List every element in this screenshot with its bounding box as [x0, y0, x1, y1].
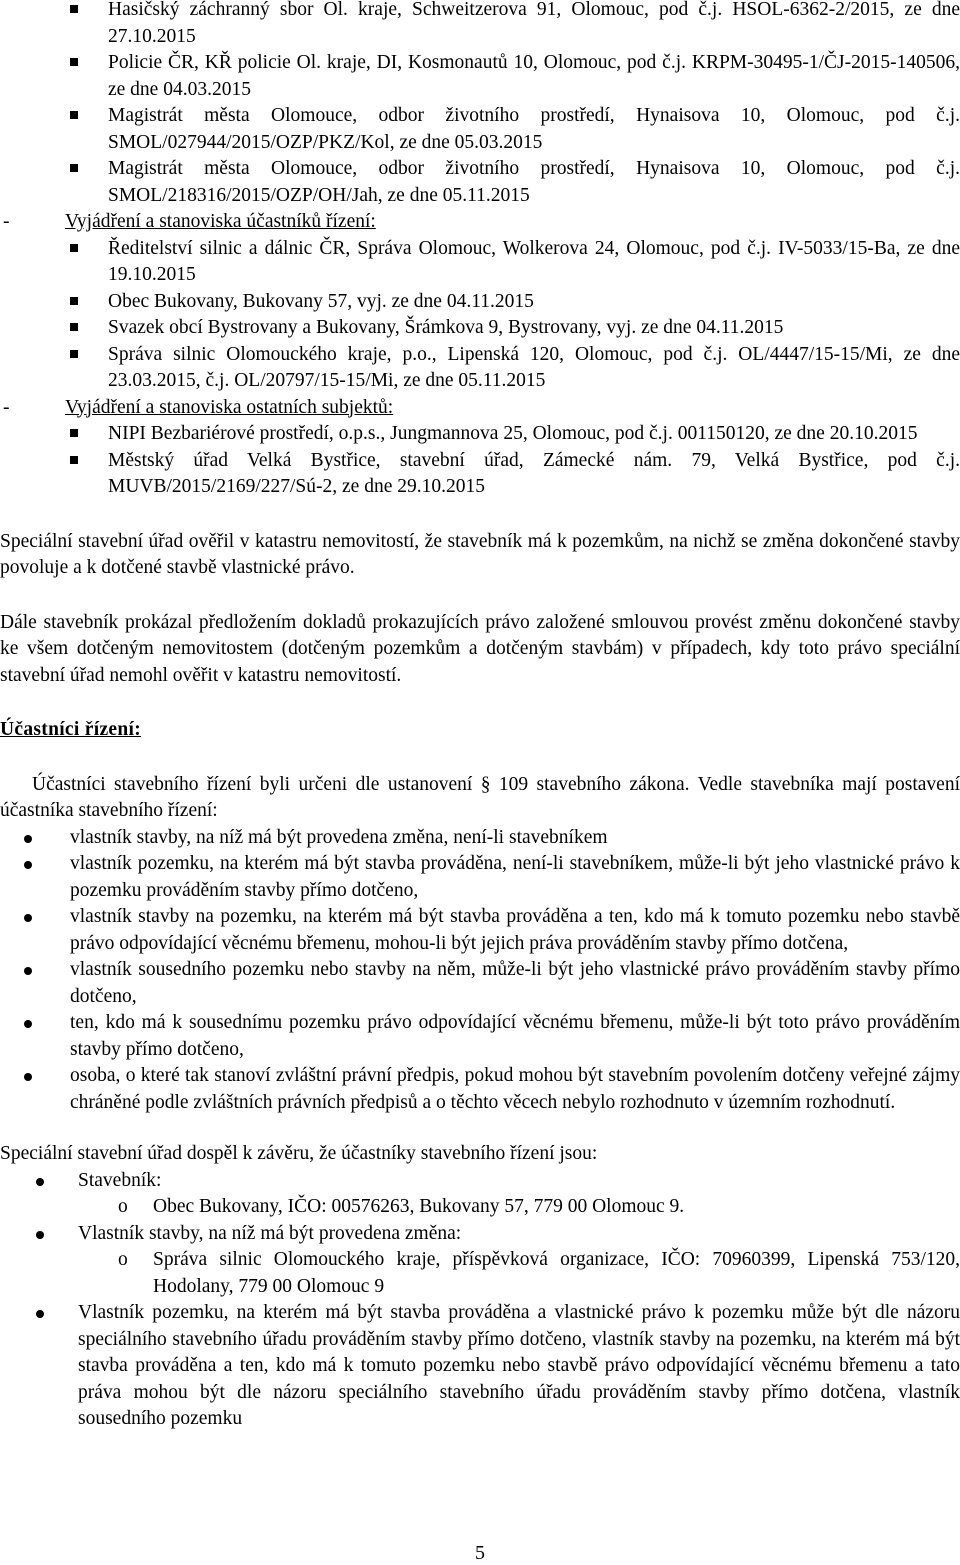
paragraph-participants-intro: Účastníci stavebního řízení byli určeni dle ustanovení § 109 stavebního zákona. Vedle stavebníka mají postavení účastníka stavebního řízení:: [0, 773, 960, 821]
list-item: Magistrát města Olomouce, odbor životního prostředí, Hynaisova 10, Olomouc, pod č.j. SMOL/218316/2015/OZP/OH/Jah, ze dne 05.11.2015: [0, 156, 960, 209]
conclusion-intro: Speciální stavební úřad dospěl k závěru, že účastníky stavebního řízení jsou:: [0, 1143, 598, 1164]
square-bullet-icon: [70, 323, 78, 331]
participants-heading: Účastníci řízení:: [0, 719, 142, 740]
list-item: vlastník stavby, na níž má být provedena změna, není-li stavebníkem: [0, 825, 960, 852]
circle-bullet-icon: o: [118, 1196, 128, 1217]
paragraph-cadastre: Speciální stavební úřad ověřil v katastru nemovitostí, že stavebník má k pozemkům, na nichž se změna dokončené stavby povoluje a k dotčené stavbě vlastnické právo.: [0, 530, 960, 578]
round-bullet-icon: [24, 967, 32, 975]
participant-types-list: [0, 825, 960, 1117]
section-heading-participants: Vyjádření a stanoviska účastníků řízení:: [65, 211, 376, 232]
square-bullet-icon: [70, 58, 78, 66]
paragraph-documents: Dále stavebník prokázal předložením dokladů prokazujících právo založené smlouvou provést změnu dokončené stavby ke všem dotčeným nemovitostem (dotčeným pozemkům a dotčeným stavbám) v případech, kdy toto právo speciální stavební úřad nemohl ověřit v katastru nemovitostí.: [0, 611, 960, 686]
participants-statements-list: [0, 236, 960, 395]
list-item: vlastník stavby na pozemku, na kterém má být stavba prováděna a ten, kdo má k tomuto pozemku nebo stavbě právo odpovídající věcnému břemenu, mohou-li být jejich práva prováděním stavby přímo dotčena,: [0, 904, 960, 957]
round-bullet-icon: [36, 1231, 44, 1239]
square-bullet-icon: [70, 164, 78, 172]
round-bullet-icon: [36, 1178, 44, 1186]
list-item: Ředitelství silnic a dálnic ČR, Správa Olomouc, Wolkerova 24, Olomouc, pod č.j. IV-5033/15-Ba, ze dne 19.10.2015: [0, 236, 960, 289]
list-item: NIPI Bezbariérové prostředí, o.p.s., Jungmannova 25, Olomouc, pod č.j. 001150120, ze dne 20.10.2015: [0, 421, 960, 448]
square-bullet-icon: [70, 456, 78, 464]
list-item: ten, kdo má k sousednímu pozemku právo odpovídající věcnému břemenu, může-li být toto právo prováděním stavby přímo dotčeno,: [0, 1010, 960, 1063]
square-bullet-icon: [70, 350, 78, 358]
sub-item-builder: o Obec Bukovany, IČO: 00576263, Bukovany 57, 779 00 Olomouc 9.: [0, 1194, 960, 1221]
round-bullet-icon: [36, 1310, 44, 1318]
conclusion-list: [0, 1168, 960, 1433]
list-item: Magistrát města Olomouce, odbor životního prostředí, Hynaisova 10, Olomouc, pod č.j. SMOL/027944/2015/OZP/PKZ/Kol, ze dne 05.03.2015: [0, 103, 960, 156]
list-item: Městský úřad Velká Bystřice, stavební úřad, Zámecké nám. 79, Velká Bystřice, pod č.j. MUVB/2015/2169/227/Sú-2, ze dne 29.10.2015: [0, 448, 960, 501]
list-item: Policie ČR, KŘ policie Ol. kraje, DI, Kosmonautů 10, Olomouc, pod č.j. KRPM-30495-1/ČJ-2015-140506, ze dne 04.03.2015: [0, 50, 960, 103]
round-bullet-icon: [24, 914, 32, 922]
list-item-builder: Stavebník:: [0, 1168, 960, 1195]
circle-bullet-icon: o: [118, 1249, 128, 1270]
section-heading-others: Vyjádření a stanoviska ostatních subjektů:: [65, 396, 394, 418]
others-statements-list: [0, 421, 960, 501]
round-bullet-icon: [24, 835, 32, 843]
list-item: osoba, o které tak stanoví zvláštní právní předpis, pokud mohou být stavebním povolením dotčeny veřejné zájmy chráněné podle zvláštních právních předpisů a o těchto věcech nebylo rozhodnuto v územním rozhodnutí.: [0, 1063, 960, 1116]
list-item: Svazek obcí Bystrovany a Bukovany, Šrámkova 9, Bystrovany, vyj. ze dne 04.11.2015: [0, 315, 960, 342]
round-bullet-icon: [24, 1020, 32, 1028]
list-item: Obec Bukovany, Bukovany 57, vyj. ze dne 04.11.2015: [0, 289, 960, 316]
list-item-owner: Vlastník stavby, na níž má být provedena změna:: [0, 1221, 960, 1248]
square-bullet-icon: [70, 297, 78, 305]
square-bullet-icon: [70, 111, 78, 119]
square-bullet-icon: [70, 244, 78, 252]
list-item: Hasičský záchranný sbor Ol. kraje, Schweitzerova 91, Olomouc, pod č.j. HSOL-6362-2/2015, ze dne 27.10.2015: [0, 0, 960, 50]
square-bullet-icon: [70, 5, 78, 13]
recipients-list: [0, 0, 960, 209]
square-bullet-icon: [70, 429, 78, 437]
page-number: 5: [475, 1542, 485, 1564]
round-bullet-icon: [24, 1073, 32, 1081]
sub-item-owner: o Správa silnic Olomouckého kraje, příspěvková organizace, IČO: 70960399, Lipenská 753/120, Hodolany, 779 00 Olomouc 9: [118, 1249, 960, 1297]
list-item: vlastník sousedního pozemku nebo stavby na něm, může-li být jeho vlastnické právo prováděním stavby přímo dotčeno,: [0, 957, 960, 1010]
list-item: Správa silnic Olomouckého kraje, p.o., Lipenská 120, Olomouc, pod č.j. OL/4447/15-15/Mi, ze dne 23.03.2015, č.j. OL/20797/15-15/Mi, ze dne 05.11.2015: [0, 342, 960, 395]
round-bullet-icon: [24, 861, 32, 869]
list-item-land-owner: Vlastník pozemku, na kterém má být stavba prováděna a vlastnické právo k pozemku může být dle názoru speciálního stavebního úřadu prováděním stavby přímo dotčeno, vlastník stavby na pozemku, na kterém má být stavba prováděna a ten, kdo má k tomuto pozemku nebo stavbě právo odpovídající věcnému břemenu a tato práva mohou být dle názoru speciálního stavebního úřadu prováděním stavby přímo dotčena, vlastník sousedního pozemku: [0, 1300, 960, 1433]
list-item: vlastník pozemku, na kterém má být stavba prováděna, není-li stavebníkem, může-li být jeho vlastnické právo k pozemku prováděním stavby přímo dotčeno,: [0, 851, 960, 904]
